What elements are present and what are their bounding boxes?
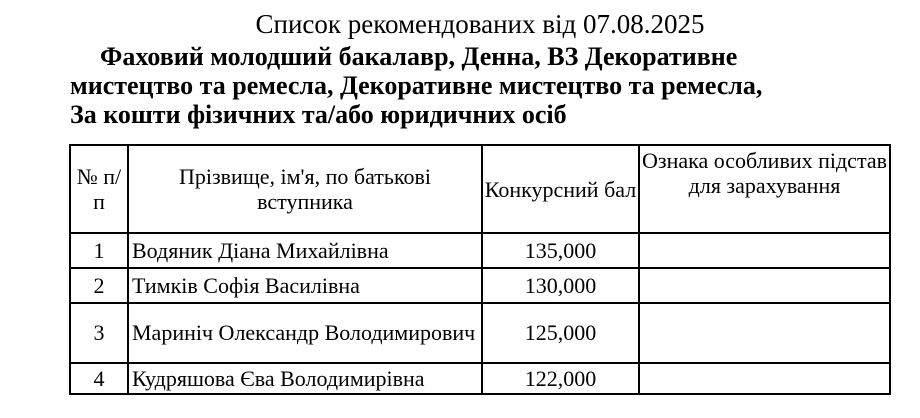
table-row xyxy=(70,233,890,268)
table-row xyxy=(70,363,890,394)
page-title: Список рекомендованих від 07.08.2025 xyxy=(255,9,705,39)
applicant-special-grounds xyxy=(639,303,890,363)
applicant-score: 125,000 xyxy=(482,303,639,363)
program-description-line: Фаховий молодший бакалавр, Денна, ВЗ Декоративне xyxy=(100,42,738,71)
applicant-special-grounds xyxy=(639,233,890,268)
row-number: 2 xyxy=(70,268,128,303)
column-header-name: Прізвище, ім'я, по батькові вступника xyxy=(128,145,482,233)
applicant-score: 122,000 xyxy=(482,363,639,394)
applicant-name: Водяник Діана Михайлівна xyxy=(128,233,482,268)
column-header-special-grounds: Ознака особливих підстав для зарахування xyxy=(639,145,890,233)
applicant-special-grounds xyxy=(639,363,890,394)
row-number: 3 xyxy=(70,303,128,363)
applicant-name: Кудряшова Єва Володимирівна xyxy=(128,363,482,394)
program-description xyxy=(70,42,890,129)
applicant-score: 135,000 xyxy=(482,233,639,268)
column-header-score: Конкурсний бал xyxy=(482,145,639,233)
applicant-score: 130,000 xyxy=(482,268,639,303)
applicant-name: Тимків Софія Василівна xyxy=(128,268,482,303)
program-description-line: За кошти фізичних та/або юридичних осіб xyxy=(70,100,567,129)
program-description-line: мистецтво та ремесла, Декоративне мистецтво та ремесла, xyxy=(70,71,763,100)
row-number: 4 xyxy=(70,363,128,394)
column-header-number: № п/п xyxy=(70,145,128,233)
table-header-row xyxy=(70,145,890,233)
applicant-name: Мариніч Олександр Володимирович xyxy=(128,303,482,363)
table-row xyxy=(70,303,890,363)
row-number: 1 xyxy=(70,233,128,268)
table-row xyxy=(70,268,890,303)
applicant-special-grounds xyxy=(639,268,890,303)
recommended-applicants-table xyxy=(69,144,891,395)
